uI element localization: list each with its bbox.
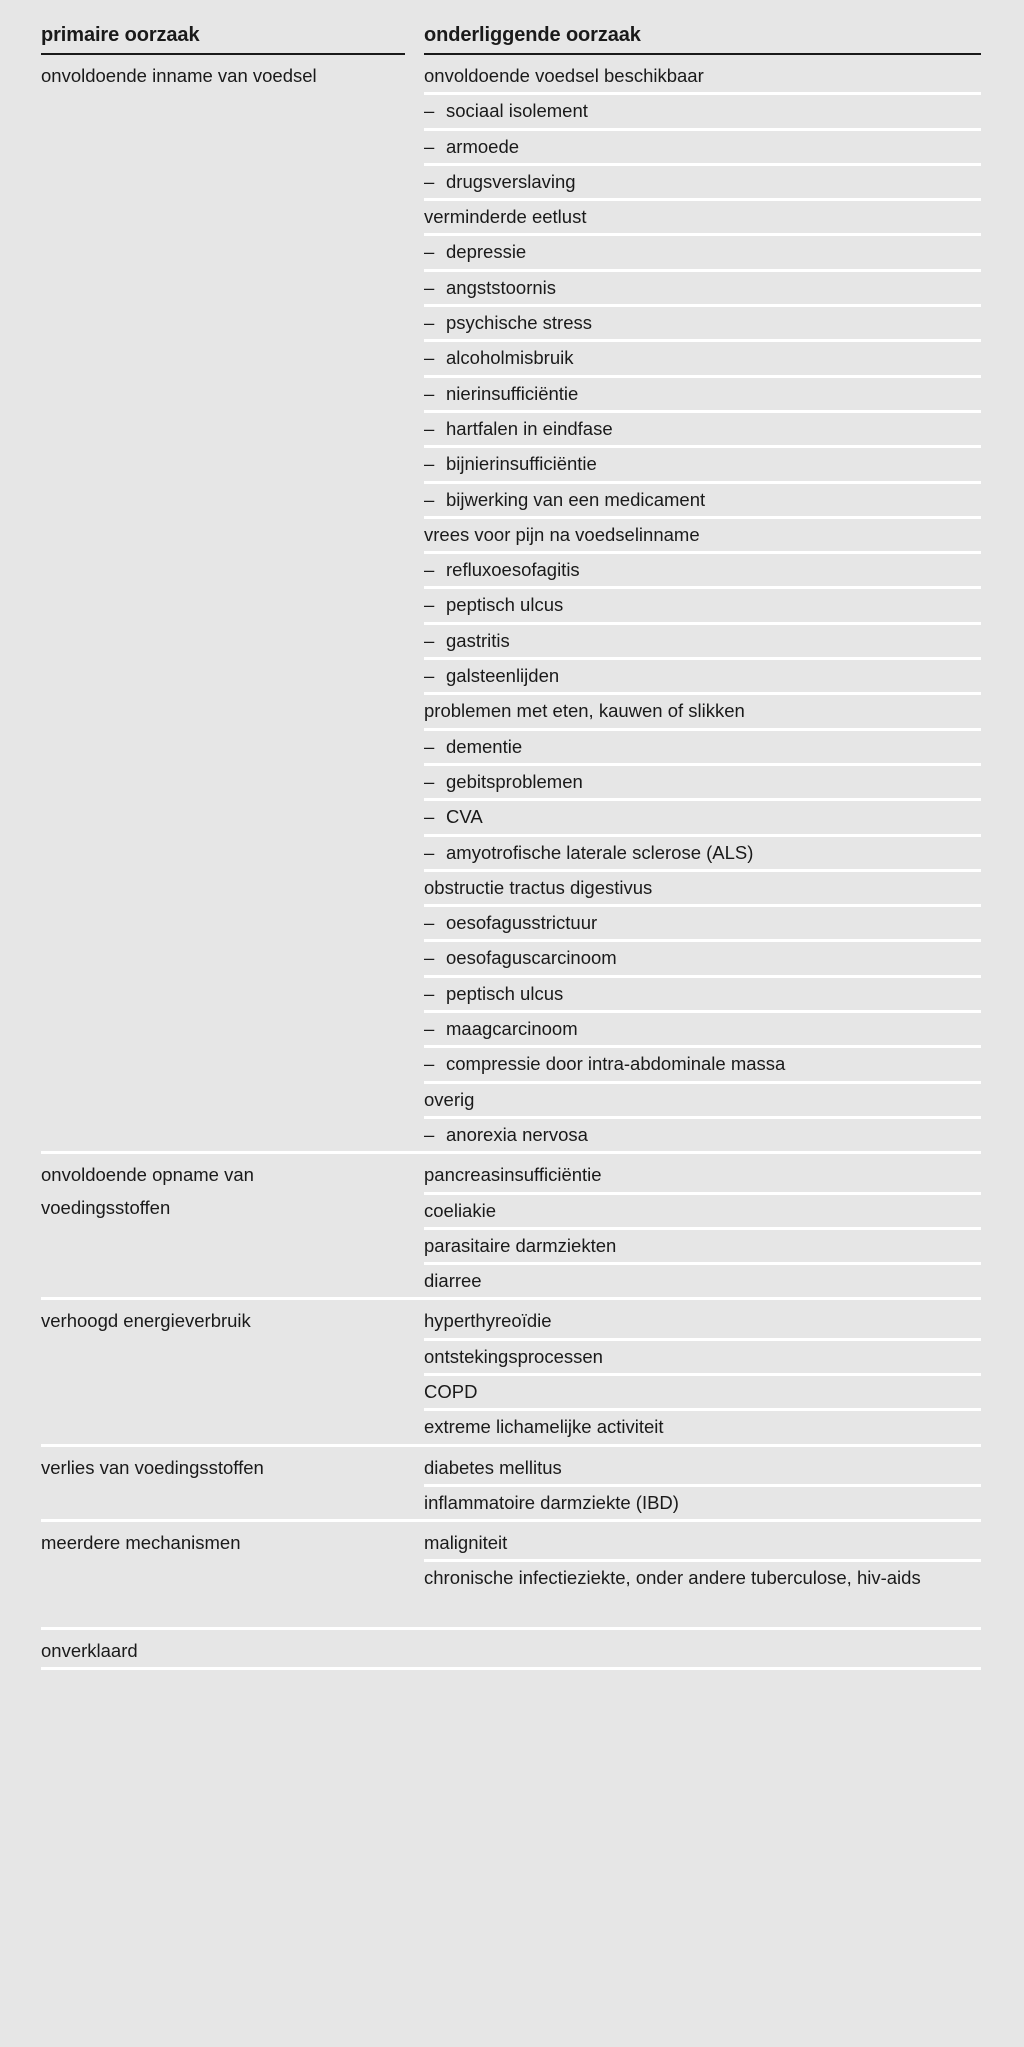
table-row: [424, 1265, 981, 1297]
cause-group: [41, 55, 981, 1154]
bullet-dash-icon: –: [424, 629, 435, 651]
underlying-cause-label: inflammatoire darmziekte (IBD): [424, 1491, 679, 1513]
underlying-cause-cell: [424, 55, 981, 1151]
table-row: [424, 907, 981, 942]
underlying-cause-label: refluxoesofagitis: [446, 559, 580, 581]
underlying-cause-label: angststoornis: [446, 276, 557, 298]
table-row: [424, 1195, 981, 1230]
bullet-dash-icon: –: [424, 417, 435, 439]
table-row: [424, 1230, 981, 1265]
table-row: [424, 554, 981, 589]
table-row: [424, 519, 981, 554]
bullet-dash-icon: –: [424, 347, 435, 369]
table-row: [424, 342, 981, 377]
table-row: [424, 942, 981, 977]
underlying-cause-label: diabetes mellitus: [424, 1456, 562, 1478]
underlying-cause-label: coeliakie: [424, 1199, 496, 1221]
bullet-dash-icon: –: [424, 1123, 435, 1145]
table-row: [424, 695, 981, 730]
underlying-cause-cell: [424, 1522, 981, 1627]
underlying-cause-label: extreme lichamelijke activiteit: [424, 1416, 664, 1438]
table-row: [424, 1487, 981, 1519]
bullet-dash-icon: –: [424, 841, 435, 863]
table-row: [424, 201, 981, 236]
underlying-cause-label: galsteenlijden: [446, 665, 560, 687]
primary-cause-label: onvoldoende inname van voedsel: [41, 65, 317, 86]
underlying-cause-label: compressie door intra-abdominale massa: [446, 1053, 786, 1075]
bullet-dash-icon: –: [424, 665, 435, 687]
primary-cause-cell: [41, 1300, 405, 1337]
table-row: [424, 660, 981, 695]
underlying-cause-label: oesofagusstrictuur: [446, 912, 598, 934]
column-header-primary-cause: primaire oorzaak: [41, 24, 405, 55]
table-row: [424, 1048, 981, 1083]
underlying-cause-label: drugsverslaving: [446, 170, 576, 192]
underlying-cause-label: maligniteit: [424, 1532, 508, 1554]
underlying-cause-label: alcoholmisbruik: [446, 347, 574, 369]
bullet-dash-icon: –: [424, 488, 435, 510]
underlying-cause-label: obstructie tractus digestivus: [424, 876, 653, 898]
table-row: [424, 1341, 981, 1376]
bullet-dash-icon: –: [424, 559, 435, 581]
underlying-cause-label: onvoldoende voedsel beschikbaar: [424, 65, 704, 86]
table-header-row: [41, 24, 981, 55]
bullet-dash-icon: –: [424, 135, 435, 157]
table-row: [424, 731, 981, 766]
table-row: [424, 837, 981, 872]
table-row: [424, 801, 981, 836]
primary-cause-label: verhoogd energieverbruik: [41, 1310, 251, 1332]
underlying-cause-label: sociaal isolement: [446, 100, 588, 122]
table-row: [424, 1376, 981, 1411]
underlying-cause-label: overig: [424, 1088, 475, 1110]
table-body: [41, 55, 981, 1670]
underlying-cause-label: amyotrofische laterale sclerose (ALS): [446, 841, 754, 863]
underlying-cause-label: hartfalen in eindfase: [446, 417, 613, 439]
table-row: [424, 484, 981, 519]
bullet-dash-icon: –: [424, 1053, 435, 1075]
bullet-dash-icon: –: [424, 276, 435, 298]
bullet-dash-icon: –: [424, 1018, 435, 1040]
table-row: [424, 1119, 981, 1151]
bullet-dash-icon: –: [424, 735, 435, 757]
underlying-cause-label: bijnierinsufficiëntie: [446, 453, 597, 475]
underlying-cause-cell: [424, 1300, 981, 1443]
table-row: [424, 1013, 981, 1048]
table-row: [424, 95, 981, 130]
underlying-cause-label: peptisch ulcus: [446, 594, 564, 616]
underlying-cause-label: gastritis: [446, 629, 510, 651]
bullet-dash-icon: –: [424, 241, 435, 263]
primary-cause-cell: [41, 1522, 405, 1559]
table-row: [424, 872, 981, 907]
primary-cause-cell: [41, 1154, 405, 1224]
underlying-cause-label: vrees voor pijn na voedselinname: [424, 523, 700, 545]
underlying-cause-label: nierinsufficiëntie: [446, 382, 579, 404]
cause-group: [41, 1522, 981, 1630]
table-row: [424, 1527, 981, 1562]
underlying-cause-label: pancreasinsufficiëntie: [424, 1164, 602, 1186]
bullet-dash-icon: –: [424, 100, 435, 122]
underlying-cause-label: verminderde eetlust: [424, 206, 587, 228]
bullet-dash-icon: –: [424, 947, 435, 969]
bullet-dash-icon: –: [424, 594, 435, 616]
cause-group: [41, 1447, 981, 1523]
underlying-cause-label: gebitsproblemen: [446, 770, 583, 792]
table-row: [424, 1411, 981, 1443]
underlying-cause-cell: [424, 1630, 981, 1667]
underlying-cause-label: maagcarcinoom: [446, 1018, 578, 1040]
primary-cause-label: meerdere mechanismen: [41, 1532, 241, 1554]
underlying-cause-label: peptisch ulcus: [446, 982, 564, 1004]
underlying-cause-label: chronische infectieziekte, onder andere tuberculose, hiv-aids: [424, 1567, 921, 1589]
bullet-dash-icon: –: [424, 453, 435, 475]
underlying-cause-label: dementie: [446, 735, 523, 757]
underlying-cause-label: armoede: [446, 135, 520, 157]
underlying-cause-label: depressie: [446, 241, 527, 263]
underlying-cause-label: hyperthyreoïdie: [424, 1310, 552, 1332]
table-row: [424, 413, 981, 448]
primary-cause-label: onverklaard: [41, 1640, 138, 1662]
primary-cause-cell: [41, 1630, 405, 1667]
underlying-cause-label: CVA: [446, 806, 483, 828]
bullet-dash-icon: –: [424, 982, 435, 1004]
underlying-cause-cell: [424, 1447, 981, 1520]
underlying-cause-label: psychische stress: [446, 312, 592, 334]
underlying-cause-label: diarree: [424, 1270, 482, 1292]
table-row: [424, 1305, 981, 1340]
column-header-underlying-cause: onderliggende oorzaak: [424, 24, 981, 55]
bullet-dash-icon: –: [424, 170, 435, 192]
table-row: [424, 166, 981, 201]
table-row: [424, 978, 981, 1013]
cause-group: [41, 1300, 981, 1446]
cause-group: [41, 1630, 981, 1670]
table-row: [424, 625, 981, 660]
underlying-cause-label: COPD: [424, 1380, 478, 1402]
table-row: [424, 1159, 981, 1194]
table-row: [424, 448, 981, 483]
bullet-dash-icon: –: [424, 770, 435, 792]
underlying-cause-label: parasitaire darmziekten: [424, 1234, 617, 1256]
primary-cause-cell: [41, 1447, 405, 1484]
table-row: [424, 1562, 981, 1627]
table-row: [424, 236, 981, 271]
underlying-cause-label: anorexia nervosa: [446, 1123, 588, 1145]
table-row: [424, 1084, 981, 1119]
cause-group: [41, 1154, 981, 1300]
underlying-cause-label: problemen met eten, kauwen of slikken: [424, 700, 745, 722]
primary-cause-label: verlies van voedingsstoffen: [41, 1456, 264, 1478]
table-row: [424, 307, 981, 342]
table-row: [424, 589, 981, 624]
underlying-cause-label: oesofaguscarcinoom: [446, 947, 617, 969]
table-row: [424, 272, 981, 307]
table-row: [424, 766, 981, 801]
underlying-cause-label: ontstekingsprocessen: [424, 1345, 603, 1367]
bullet-dash-icon: –: [424, 806, 435, 828]
underlying-cause-label: bijwerking van een medicament: [446, 488, 706, 510]
table-row: [424, 131, 981, 166]
bullet-dash-icon: –: [424, 312, 435, 334]
bullet-dash-icon: –: [424, 912, 435, 934]
table-row: [424, 1452, 981, 1487]
table-row: [424, 60, 981, 95]
causes-table: [41, 24, 981, 1670]
underlying-cause-cell: [424, 1154, 981, 1297]
table-row: [424, 378, 981, 413]
bullet-dash-icon: –: [424, 382, 435, 404]
primary-cause-cell: [41, 55, 405, 92]
primary-cause-label: onvoldoende opname van voedingsstoffen: [41, 1164, 254, 1218]
